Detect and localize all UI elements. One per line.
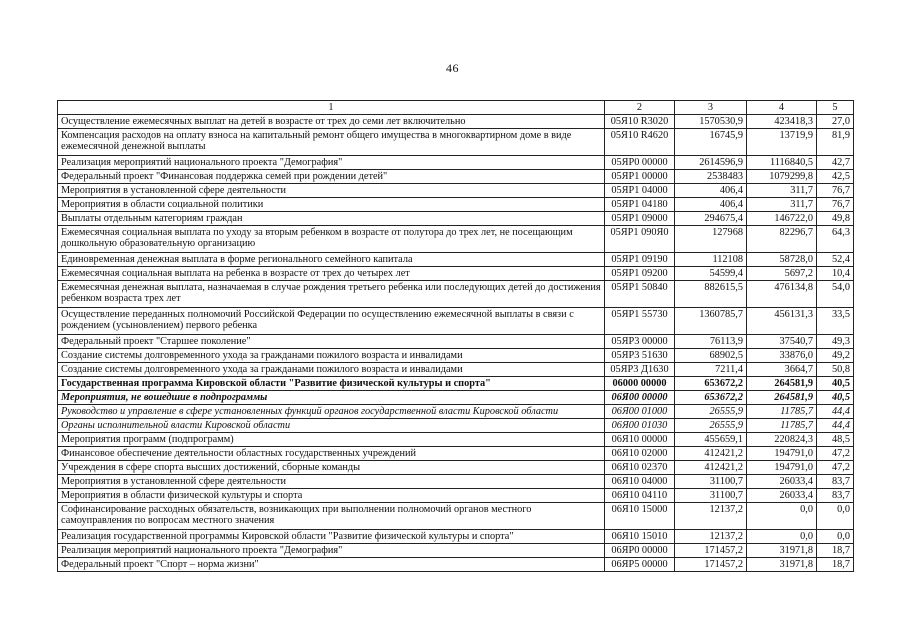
row-planned-cell: 1570530,9 xyxy=(675,115,747,129)
row-name-cell: Компенсация расходов на оплату взноса на капитальный ремонт общего имущества в многоквартирном доме в виде ежемесячной денежной выплаты xyxy=(58,129,605,156)
table-row xyxy=(58,129,854,156)
row-code-cell: 06Я00 01030 xyxy=(605,419,675,433)
row-percent-cell: 50,8 xyxy=(817,363,854,377)
row-planned-cell: 171457,2 xyxy=(675,544,747,558)
row-code-cell: 06Я10 15010 xyxy=(605,530,675,544)
table-row xyxy=(58,198,854,212)
table-row xyxy=(58,461,854,475)
row-code-cell: 06Я00 01000 xyxy=(605,405,675,419)
row-name-cell: Осуществление ежемесячных выплат на детей в возрасте от трех до семи лет включительно xyxy=(58,115,605,129)
row-planned-cell: 54599,4 xyxy=(675,267,747,281)
row-percent-cell: 81,9 xyxy=(817,129,854,156)
row-name-cell: Ежемесячная социальная выплата на ребенка в возрасте от трех до четырех лет xyxy=(58,267,605,281)
row-actual-cell: 11785,7 xyxy=(747,419,817,433)
table-row xyxy=(58,377,854,391)
row-planned-cell: 76113,9 xyxy=(675,335,747,349)
row-planned-cell: 412421,2 xyxy=(675,461,747,475)
row-percent-cell: 18,7 xyxy=(817,558,854,572)
table-row xyxy=(58,170,854,184)
row-code-cell: 06ЯР5 00000 xyxy=(605,558,675,572)
row-actual-cell: 423418,3 xyxy=(747,115,817,129)
row-actual-cell: 311,7 xyxy=(747,184,817,198)
row-actual-cell: 33876,0 xyxy=(747,349,817,363)
row-actual-cell: 146722,0 xyxy=(747,212,817,226)
row-planned-cell: 1360785,7 xyxy=(675,308,747,335)
row-planned-cell: 171457,2 xyxy=(675,558,747,572)
table-row xyxy=(58,419,854,433)
row-code-cell: 05ЯР1 55730 xyxy=(605,308,675,335)
row-name-cell: Выплаты отдельным категориям граждан xyxy=(58,212,605,226)
row-name-cell: Финансовое обеспечение деятельности областных государственных учреждений xyxy=(58,447,605,461)
table-row xyxy=(58,281,854,308)
row-name-cell: Единовременная денежная выплата в форме регионального семейного капитала xyxy=(58,253,605,267)
row-code-cell: 05ЯР0 00000 xyxy=(605,156,675,170)
header-col-4: 4 xyxy=(747,101,817,115)
row-percent-cell: 47,2 xyxy=(817,461,854,475)
row-name-cell: Ежемесячная денежная выплата, назначаемая в случае рождения третьего ребенка или последующих детей до достижения ребенком возраста трех лет xyxy=(58,281,605,308)
row-actual-cell: 0,0 xyxy=(747,503,817,530)
row-percent-cell: 33,5 xyxy=(817,308,854,335)
row-actual-cell: 26033,4 xyxy=(747,489,817,503)
row-actual-cell: 220824,3 xyxy=(747,433,817,447)
row-name-cell: Мероприятия в области физической культуры и спорта xyxy=(58,489,605,503)
row-planned-cell: 12137,2 xyxy=(675,530,747,544)
row-planned-cell: 406,4 xyxy=(675,198,747,212)
row-code-cell: 05ЯР1 50840 xyxy=(605,281,675,308)
row-planned-cell: 127968 xyxy=(675,226,747,253)
row-percent-cell: 76,7 xyxy=(817,198,854,212)
row-name-cell: Ежемесячная социальная выплата по уходу за вторым ребенком в возрасте от полутора до трех лет, не посещающим дошкольную образовательную организацию xyxy=(58,226,605,253)
table-row xyxy=(58,226,854,253)
table-row xyxy=(58,267,854,281)
row-actual-cell: 37540,7 xyxy=(747,335,817,349)
row-percent-cell: 49,2 xyxy=(817,349,854,363)
header-col-2: 2 xyxy=(605,101,675,115)
table-row xyxy=(58,363,854,377)
row-code-cell: 06Я10 15000 xyxy=(605,503,675,530)
row-code-cell: 06Я00 00000 xyxy=(605,391,675,405)
row-code-cell: 05ЯР1 09190 xyxy=(605,253,675,267)
row-percent-cell: 10,4 xyxy=(817,267,854,281)
row-name-cell: Создание системы долговременного ухода за гражданами пожилого возраста и инвалидами xyxy=(58,349,605,363)
row-percent-cell: 0,0 xyxy=(817,530,854,544)
row-percent-cell: 64,3 xyxy=(817,226,854,253)
row-planned-cell: 412421,2 xyxy=(675,447,747,461)
row-actual-cell: 26033,4 xyxy=(747,475,817,489)
row-code-cell: 06Я10 00000 xyxy=(605,433,675,447)
row-planned-cell: 16745,9 xyxy=(675,129,747,156)
table-row xyxy=(58,503,854,530)
row-actual-cell: 1079299,8 xyxy=(747,170,817,184)
row-actual-cell: 5697,2 xyxy=(747,267,817,281)
row-planned-cell: 882615,5 xyxy=(675,281,747,308)
row-code-cell: 05ЯР1 00000 xyxy=(605,170,675,184)
row-name-cell: Реализация государственной программы Кировской области "Развитие физической культуры и спорта" xyxy=(58,530,605,544)
row-name-cell: Осуществление переданных полномочий Российской Федерации по осуществлению ежемесячной выплаты в связи с рождением (усыновлением) первого ребенка xyxy=(58,308,605,335)
row-actual-cell: 311,7 xyxy=(747,198,817,212)
table-row xyxy=(58,349,854,363)
table-row xyxy=(58,115,854,129)
table-row xyxy=(58,489,854,503)
row-planned-cell: 653672,2 xyxy=(675,391,747,405)
row-percent-cell: 44,4 xyxy=(817,405,854,419)
row-code-cell: 05ЯР1 04180 xyxy=(605,198,675,212)
row-code-cell: 06Я10 02000 xyxy=(605,447,675,461)
header-col-5: 5 xyxy=(817,101,854,115)
row-code-cell: 06000 00000 xyxy=(605,377,675,391)
row-name-cell: Мероприятия в установленной сфере деятельности xyxy=(58,475,605,489)
row-actual-cell: 264581,9 xyxy=(747,377,817,391)
row-actual-cell: 194791,0 xyxy=(747,447,817,461)
row-planned-cell: 2614596,9 xyxy=(675,156,747,170)
table-row xyxy=(58,335,854,349)
budget-table xyxy=(57,100,854,572)
row-percent-cell: 40,5 xyxy=(817,391,854,405)
table-row xyxy=(58,405,854,419)
row-name-cell: Мероприятия, не вошедшие в подпрограммы xyxy=(58,391,605,405)
row-name-cell: Реализация мероприятий национального проекта "Демография" xyxy=(58,156,605,170)
row-actual-cell: 0,0 xyxy=(747,530,817,544)
row-percent-cell: 0,0 xyxy=(817,503,854,530)
row-percent-cell: 48,5 xyxy=(817,433,854,447)
row-planned-cell: 406,4 xyxy=(675,184,747,198)
table-row xyxy=(58,212,854,226)
row-percent-cell: 83,7 xyxy=(817,475,854,489)
row-name-cell: Реализация мероприятий национального проекта "Демография" xyxy=(58,544,605,558)
row-actual-cell: 82296,7 xyxy=(747,226,817,253)
row-percent-cell: 40,5 xyxy=(817,377,854,391)
table-row xyxy=(58,308,854,335)
table-row xyxy=(58,184,854,198)
table-body xyxy=(58,115,854,572)
row-name-cell: Создание системы долговременного ухода за гражданами пожилого возраста и инвалидами xyxy=(58,363,605,377)
row-code-cell: 05Я10 R3020 xyxy=(605,115,675,129)
row-name-cell: Софинансирование расходных обязательств, возникающих при выполнении полномочий органов местного самоуправления по вопросам местного значения xyxy=(58,503,605,530)
row-percent-cell: 49,3 xyxy=(817,335,854,349)
row-code-cell: 05Я10 R4620 xyxy=(605,129,675,156)
row-planned-cell: 26555,9 xyxy=(675,405,747,419)
row-percent-cell: 52,4 xyxy=(817,253,854,267)
row-name-cell: Мероприятия в установленной сфере деятельности xyxy=(58,184,605,198)
row-actual-cell: 58728,0 xyxy=(747,253,817,267)
row-actual-cell: 264581,9 xyxy=(747,391,817,405)
row-code-cell: 06Я10 02370 xyxy=(605,461,675,475)
row-actual-cell: 11785,7 xyxy=(747,405,817,419)
table-header-row xyxy=(58,101,854,115)
row-code-cell: 05ЯР3 Д1630 xyxy=(605,363,675,377)
table-row xyxy=(58,544,854,558)
table-row xyxy=(58,391,854,405)
table-row xyxy=(58,530,854,544)
row-percent-cell: 49,8 xyxy=(817,212,854,226)
row-actual-cell: 31971,8 xyxy=(747,544,817,558)
row-code-cell: 06ЯР0 00000 xyxy=(605,544,675,558)
row-code-cell: 05ЯР1 090Я0 xyxy=(605,226,675,253)
row-percent-cell: 18,7 xyxy=(817,544,854,558)
row-name-cell: Федеральный проект "Финансовая поддержка семей при рождении детей" xyxy=(58,170,605,184)
row-percent-cell: 47,2 xyxy=(817,447,854,461)
row-name-cell: Мероприятия в области социальной политики xyxy=(58,198,605,212)
table-row xyxy=(58,253,854,267)
row-actual-cell: 194791,0 xyxy=(747,461,817,475)
header-col-3: 3 xyxy=(675,101,747,115)
row-code-cell: 06Я10 04000 xyxy=(605,475,675,489)
table-row xyxy=(58,447,854,461)
row-name-cell: Государственная программа Кировской области "Развитие физической культуры и спорта" xyxy=(58,377,605,391)
row-percent-cell: 42,5 xyxy=(817,170,854,184)
row-planned-cell: 31100,7 xyxy=(675,475,747,489)
header-col-1: 1 xyxy=(58,101,605,115)
row-actual-cell: 456131,3 xyxy=(747,308,817,335)
row-name-cell: Органы исполнительной власти Кировской области xyxy=(58,419,605,433)
row-planned-cell: 112108 xyxy=(675,253,747,267)
table-row xyxy=(58,433,854,447)
row-code-cell: 05ЯР1 09000 xyxy=(605,212,675,226)
page-number: 46 xyxy=(446,61,459,75)
row-name-cell: Учреждения в сфере спорта высших достижений, сборные команды xyxy=(58,461,605,475)
row-planned-cell: 653672,2 xyxy=(675,377,747,391)
row-actual-cell: 1116840,5 xyxy=(747,156,817,170)
row-name-cell: Мероприятия программ (подпрограмм) xyxy=(58,433,605,447)
row-code-cell: 06Я10 04110 xyxy=(605,489,675,503)
row-percent-cell: 42,7 xyxy=(817,156,854,170)
row-planned-cell: 12137,2 xyxy=(675,503,747,530)
row-planned-cell: 68902,5 xyxy=(675,349,747,363)
row-actual-cell: 3664,7 xyxy=(747,363,817,377)
row-planned-cell: 26555,9 xyxy=(675,419,747,433)
row-percent-cell: 83,7 xyxy=(817,489,854,503)
row-planned-cell: 455659,1 xyxy=(675,433,747,447)
row-name-cell: Федеральный проект "Старшее поколение" xyxy=(58,335,605,349)
row-planned-cell: 2538483 xyxy=(675,170,747,184)
table-row xyxy=(58,558,854,572)
row-actual-cell: 31971,8 xyxy=(747,558,817,572)
row-name-cell: Федеральный проект "Спорт – норма жизни" xyxy=(58,558,605,572)
row-actual-cell: 13719,9 xyxy=(747,129,817,156)
row-code-cell: 05ЯР3 51630 xyxy=(605,349,675,363)
row-percent-cell: 76,7 xyxy=(817,184,854,198)
row-percent-cell: 27,0 xyxy=(817,115,854,129)
row-planned-cell: 7211,4 xyxy=(675,363,747,377)
table-row xyxy=(58,156,854,170)
row-name-cell: Руководство и управление в сфере установленных функций органов государственной власти Кировской области xyxy=(58,405,605,419)
row-code-cell: 05ЯР1 04000 xyxy=(605,184,675,198)
row-code-cell: 05ЯР3 00000 xyxy=(605,335,675,349)
row-percent-cell: 44,4 xyxy=(817,419,854,433)
table-row xyxy=(58,475,854,489)
row-planned-cell: 294675,4 xyxy=(675,212,747,226)
row-percent-cell: 54,0 xyxy=(817,281,854,308)
row-code-cell: 05ЯР1 09200 xyxy=(605,267,675,281)
row-planned-cell: 31100,7 xyxy=(675,489,747,503)
row-actual-cell: 476134,8 xyxy=(747,281,817,308)
